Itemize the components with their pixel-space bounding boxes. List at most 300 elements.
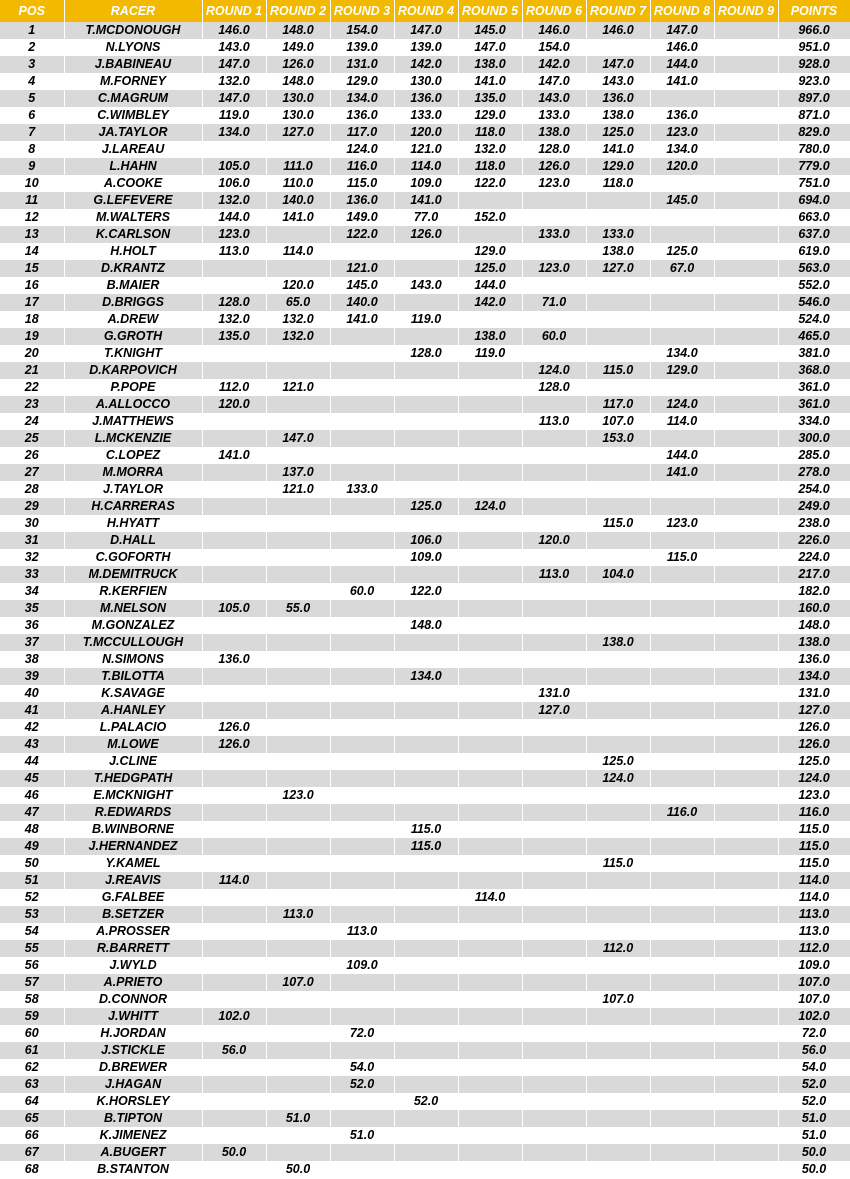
table-row: [0, 872, 850, 889]
cell-round-4: [394, 600, 458, 617]
cell-round-9: [714, 702, 778, 719]
cell-round-5: [458, 872, 522, 889]
cell-round-6: 123.0: [522, 175, 586, 192]
cell-round-8: [650, 226, 714, 243]
cell-round-4: 115.0: [394, 821, 458, 838]
cell-round-6: [522, 1008, 586, 1025]
table-row: [0, 464, 850, 481]
cell-points: 381.0: [778, 345, 850, 362]
cell-round-8: 123.0: [650, 515, 714, 532]
cell-round-4: 134.0: [394, 668, 458, 685]
cell-round-5: 144.0: [458, 277, 522, 294]
cell-racer: L.PALACIO: [64, 719, 202, 736]
cell-pos: 45: [0, 770, 64, 787]
cell-round-5: [458, 226, 522, 243]
cell-round-1: 105.0: [202, 158, 266, 175]
cell-round-7: 138.0: [586, 107, 650, 124]
cell-pos: 5: [0, 90, 64, 107]
cell-round-6: 113.0: [522, 566, 586, 583]
cell-round-2: 65.0: [266, 294, 330, 311]
cell-round-2: [266, 736, 330, 753]
cell-round-3: [330, 1093, 394, 1110]
cell-racer: A.PRIETO: [64, 974, 202, 991]
cell-round-8: [650, 991, 714, 1008]
cell-round-8: [650, 617, 714, 634]
cell-round-8: [650, 600, 714, 617]
cell-round-6: [522, 311, 586, 328]
cell-round-6: [522, 243, 586, 260]
table-row: [0, 73, 850, 90]
cell-round-8: [650, 379, 714, 396]
cell-pos: 4: [0, 73, 64, 90]
cell-round-5: [458, 1161, 522, 1178]
cell-round-6: [522, 787, 586, 804]
cell-round-2: [266, 413, 330, 430]
cell-pos: 52: [0, 889, 64, 906]
cell-round-9: [714, 481, 778, 498]
cell-pos: 61: [0, 1042, 64, 1059]
cell-round-8: 67.0: [650, 260, 714, 277]
cell-round-5: [458, 702, 522, 719]
cell-round-7: [586, 1110, 650, 1127]
cell-round-2: 50.0: [266, 1161, 330, 1178]
cell-round-8: [650, 1042, 714, 1059]
cell-round-3: 140.0: [330, 294, 394, 311]
cell-round-1: 144.0: [202, 209, 266, 226]
cell-pos: 17: [0, 294, 64, 311]
cell-round-2: [266, 668, 330, 685]
cell-round-6: 113.0: [522, 413, 586, 430]
cell-points: 107.0: [778, 974, 850, 991]
cell-round-8: 129.0: [650, 362, 714, 379]
cell-round-9: [714, 872, 778, 889]
cell-round-7: [586, 617, 650, 634]
table-row: [0, 719, 850, 736]
cell-round-9: [714, 855, 778, 872]
cell-round-3: [330, 940, 394, 957]
cell-round-3: [330, 634, 394, 651]
cell-round-1: 128.0: [202, 294, 266, 311]
cell-racer: A.PROSSER: [64, 923, 202, 940]
cell-round-4: [394, 719, 458, 736]
cell-points: 148.0: [778, 617, 850, 634]
cell-racer: C.LOPEZ: [64, 447, 202, 464]
cell-points: 966.0: [778, 22, 850, 39]
cell-round-2: [266, 141, 330, 158]
cell-round-4: [394, 889, 458, 906]
cell-round-6: [522, 736, 586, 753]
cell-racer: N.SIMONS: [64, 651, 202, 668]
cell-round-2: [266, 1076, 330, 1093]
cell-round-9: [714, 158, 778, 175]
cell-round-8: [650, 770, 714, 787]
cell-round-9: [714, 1127, 778, 1144]
cell-round-3: 52.0: [330, 1076, 394, 1093]
table-row: [0, 107, 850, 124]
cell-round-1: 134.0: [202, 124, 266, 141]
cell-racer: D.CONNOR: [64, 991, 202, 1008]
cell-pos: 42: [0, 719, 64, 736]
cell-round-6: 147.0: [522, 73, 586, 90]
cell-round-1: 136.0: [202, 651, 266, 668]
cell-round-8: [650, 430, 714, 447]
cell-round-1: [202, 906, 266, 923]
column-header-round-5: ROUND 5: [458, 0, 522, 22]
table-row: [0, 1025, 850, 1042]
table-row: [0, 617, 850, 634]
cell-points: 127.0: [778, 702, 850, 719]
cell-round-7: [586, 736, 650, 753]
cell-racer: K.CARLSON: [64, 226, 202, 243]
cell-round-5: [458, 396, 522, 413]
cell-round-7: 138.0: [586, 243, 650, 260]
cell-round-8: [650, 1008, 714, 1025]
cell-round-8: [650, 294, 714, 311]
cell-round-4: 114.0: [394, 158, 458, 175]
table-row: [0, 1127, 850, 1144]
cell-round-3: [330, 362, 394, 379]
cell-round-4: [394, 736, 458, 753]
cell-points: 249.0: [778, 498, 850, 515]
cell-round-3: [330, 719, 394, 736]
cell-round-6: [522, 600, 586, 617]
cell-round-9: [714, 294, 778, 311]
cell-round-8: [650, 481, 714, 498]
cell-points: 829.0: [778, 124, 850, 141]
table-row: [0, 838, 850, 855]
cell-racer: B.TIPTON: [64, 1110, 202, 1127]
cell-round-8: [650, 651, 714, 668]
cell-racer: J.STICKLE: [64, 1042, 202, 1059]
cell-points: 217.0: [778, 566, 850, 583]
cell-round-5: [458, 1144, 522, 1161]
cell-round-8: 114.0: [650, 413, 714, 430]
cell-round-4: [394, 294, 458, 311]
cell-round-5: [458, 787, 522, 804]
cell-round-4: [394, 872, 458, 889]
cell-round-4: [394, 906, 458, 923]
cell-round-1: 146.0: [202, 22, 266, 39]
cell-round-2: 127.0: [266, 124, 330, 141]
cell-round-3: [330, 702, 394, 719]
cell-round-1: 123.0: [202, 226, 266, 243]
cell-round-2: [266, 226, 330, 243]
cell-racer: JA.TAYLOR: [64, 124, 202, 141]
cell-round-6: [522, 396, 586, 413]
cell-round-5: [458, 668, 522, 685]
cell-racer: D.BRIGGS: [64, 294, 202, 311]
cell-round-2: 121.0: [266, 481, 330, 498]
cell-round-5: [458, 804, 522, 821]
cell-round-6: [522, 838, 586, 855]
cell-round-4: 115.0: [394, 838, 458, 855]
cell-round-7: 143.0: [586, 73, 650, 90]
cell-round-5: [458, 736, 522, 753]
cell-round-6: 60.0: [522, 328, 586, 345]
table-row: [0, 804, 850, 821]
cell-round-3: [330, 838, 394, 855]
cell-round-2: [266, 549, 330, 566]
cell-round-4: [394, 1025, 458, 1042]
cell-round-2: [266, 1008, 330, 1025]
cell-pos: 16: [0, 277, 64, 294]
column-header-pos: POS: [0, 0, 64, 22]
cell-round-8: [650, 821, 714, 838]
cell-round-8: [650, 1161, 714, 1178]
cell-round-9: [714, 464, 778, 481]
cell-pos: 22: [0, 379, 64, 396]
cell-round-7: [586, 1127, 650, 1144]
cell-round-4: [394, 923, 458, 940]
cell-points: 116.0: [778, 804, 850, 821]
cell-round-5: [458, 1127, 522, 1144]
cell-round-7: 133.0: [586, 226, 650, 243]
cell-racer: R.EDWARDS: [64, 804, 202, 821]
cell-round-4: 77.0: [394, 209, 458, 226]
table-row: [0, 515, 850, 532]
cell-round-4: [394, 753, 458, 770]
cell-round-6: [522, 1144, 586, 1161]
cell-pos: 21: [0, 362, 64, 379]
table-row: [0, 600, 850, 617]
cell-round-6: [522, 651, 586, 668]
table-row: [0, 141, 850, 158]
cell-racer: J.MATTHEWS: [64, 413, 202, 430]
cell-racer: J.WYLD: [64, 957, 202, 974]
cell-round-1: [202, 923, 266, 940]
cell-round-4: 121.0: [394, 141, 458, 158]
cell-round-8: [650, 277, 714, 294]
cell-pos: 50: [0, 855, 64, 872]
cell-points: 115.0: [778, 838, 850, 855]
cell-round-1: [202, 889, 266, 906]
cell-racer: B.STANTON: [64, 1161, 202, 1178]
cell-round-4: 136.0: [394, 90, 458, 107]
cell-pos: 37: [0, 634, 64, 651]
cell-round-7: [586, 549, 650, 566]
cell-round-7: [586, 804, 650, 821]
cell-pos: 7: [0, 124, 64, 141]
table-row: [0, 226, 850, 243]
column-header-round-8: ROUND 8: [650, 0, 714, 22]
table-row: [0, 447, 850, 464]
cell-round-3: [330, 753, 394, 770]
cell-round-5: [458, 855, 522, 872]
cell-round-5: [458, 940, 522, 957]
cell-points: 115.0: [778, 855, 850, 872]
cell-round-7: [586, 532, 650, 549]
cell-round-8: [650, 328, 714, 345]
cell-round-8: 125.0: [650, 243, 714, 260]
cell-racer: D.KARPOVICH: [64, 362, 202, 379]
cell-pos: 53: [0, 906, 64, 923]
cell-round-1: 141.0: [202, 447, 266, 464]
cell-round-5: [458, 1025, 522, 1042]
cell-pos: 32: [0, 549, 64, 566]
cell-round-5: 118.0: [458, 124, 522, 141]
cell-round-6: [522, 872, 586, 889]
cell-pos: 29: [0, 498, 64, 515]
cell-round-9: [714, 277, 778, 294]
cell-round-9: [714, 328, 778, 345]
cell-round-1: 102.0: [202, 1008, 266, 1025]
cell-round-1: [202, 277, 266, 294]
cell-round-1: [202, 464, 266, 481]
cell-round-1: 50.0: [202, 1144, 266, 1161]
cell-round-2: 130.0: [266, 107, 330, 124]
cell-round-2: [266, 702, 330, 719]
cell-round-4: [394, 362, 458, 379]
table-row: [0, 906, 850, 923]
cell-round-6: 142.0: [522, 56, 586, 73]
cell-round-9: [714, 719, 778, 736]
cell-round-2: [266, 923, 330, 940]
cell-round-1: [202, 668, 266, 685]
cell-points: 112.0: [778, 940, 850, 957]
cell-points: 50.0: [778, 1161, 850, 1178]
cell-round-7: [586, 906, 650, 923]
cell-points: 115.0: [778, 821, 850, 838]
table-row: [0, 634, 850, 651]
cell-round-9: [714, 821, 778, 838]
cell-round-7: [586, 1076, 650, 1093]
cell-round-2: 121.0: [266, 379, 330, 396]
cell-round-6: 138.0: [522, 124, 586, 141]
cell-pos: 31: [0, 532, 64, 549]
cell-round-9: [714, 838, 778, 855]
cell-round-3: 145.0: [330, 277, 394, 294]
cell-round-6: [522, 1076, 586, 1093]
cell-points: 465.0: [778, 328, 850, 345]
cell-racer: C.WIMBLEY: [64, 107, 202, 124]
cell-pos: 35: [0, 600, 64, 617]
cell-round-3: [330, 464, 394, 481]
cell-round-5: [458, 362, 522, 379]
cell-round-2: 51.0: [266, 1110, 330, 1127]
cell-round-4: [394, 1008, 458, 1025]
cell-round-2: 113.0: [266, 906, 330, 923]
cell-round-9: [714, 991, 778, 1008]
cell-round-5: [458, 311, 522, 328]
cell-round-4: 148.0: [394, 617, 458, 634]
cell-round-2: 123.0: [266, 787, 330, 804]
cell-round-7: [586, 1161, 650, 1178]
cell-round-5: [458, 1042, 522, 1059]
cell-round-9: [714, 668, 778, 685]
cell-racer: A.HANLEY: [64, 702, 202, 719]
cell-round-6: [522, 1025, 586, 1042]
cell-round-2: [266, 447, 330, 464]
cell-round-7: [586, 583, 650, 600]
cell-round-8: 124.0: [650, 396, 714, 413]
cell-round-2: 132.0: [266, 328, 330, 345]
cell-round-2: [266, 498, 330, 515]
cell-round-6: 71.0: [522, 294, 586, 311]
cell-round-9: [714, 1110, 778, 1127]
cell-round-9: [714, 1008, 778, 1025]
cell-racer: M.GONZALEZ: [64, 617, 202, 634]
cell-points: 51.0: [778, 1127, 850, 1144]
cell-round-2: 120.0: [266, 277, 330, 294]
cell-round-2: [266, 753, 330, 770]
cell-round-2: [266, 855, 330, 872]
cell-round-4: 109.0: [394, 549, 458, 566]
cell-points: 663.0: [778, 209, 850, 226]
cell-round-6: [522, 277, 586, 294]
cell-round-7: [586, 39, 650, 56]
cell-round-4: [394, 430, 458, 447]
cell-pos: 62: [0, 1059, 64, 1076]
cell-pos: 11: [0, 192, 64, 209]
cell-round-7: 127.0: [586, 260, 650, 277]
cell-round-2: 147.0: [266, 430, 330, 447]
cell-round-4: [394, 770, 458, 787]
cell-racer: G.FALBEE: [64, 889, 202, 906]
table-row: [0, 430, 850, 447]
cell-round-3: [330, 396, 394, 413]
cell-round-3: [330, 889, 394, 906]
cell-round-4: [394, 379, 458, 396]
table-row: [0, 396, 850, 413]
cell-racer: A.COOKE: [64, 175, 202, 192]
cell-round-9: [714, 260, 778, 277]
cell-pos: 33: [0, 566, 64, 583]
cell-round-9: [714, 1093, 778, 1110]
cell-round-2: [266, 1042, 330, 1059]
cell-round-5: [458, 957, 522, 974]
cell-pos: 20: [0, 345, 64, 362]
cell-round-8: 136.0: [650, 107, 714, 124]
cell-round-6: 128.0: [522, 141, 586, 158]
cell-round-1: 113.0: [202, 243, 266, 260]
cell-round-1: [202, 1093, 266, 1110]
cell-round-3: [330, 379, 394, 396]
cell-pos: 64: [0, 1093, 64, 1110]
cell-round-5: 124.0: [458, 498, 522, 515]
cell-round-6: [522, 1127, 586, 1144]
cell-round-5: [458, 600, 522, 617]
cell-round-2: 140.0: [266, 192, 330, 209]
cell-points: 897.0: [778, 90, 850, 107]
cell-pos: 25: [0, 430, 64, 447]
cell-points: 285.0: [778, 447, 850, 464]
cell-round-8: [650, 940, 714, 957]
cell-round-1: 105.0: [202, 600, 266, 617]
cell-round-1: [202, 702, 266, 719]
cell-racer: K.SAVAGE: [64, 685, 202, 702]
table-row: [0, 243, 850, 260]
cell-points: 72.0: [778, 1025, 850, 1042]
cell-racer: R.KERFIEN: [64, 583, 202, 600]
cell-round-8: [650, 498, 714, 515]
cell-racer: R.BARRETT: [64, 940, 202, 957]
cell-points: 134.0: [778, 668, 850, 685]
cell-points: 334.0: [778, 413, 850, 430]
cell-round-2: [266, 770, 330, 787]
cell-racer: T.BILOTTA: [64, 668, 202, 685]
cell-round-6: 126.0: [522, 158, 586, 175]
cell-racer: A.BUGERT: [64, 1144, 202, 1161]
cell-round-3: [330, 617, 394, 634]
cell-round-5: 119.0: [458, 345, 522, 362]
cell-round-4: [394, 787, 458, 804]
cell-round-7: 115.0: [586, 515, 650, 532]
cell-pos: 49: [0, 838, 64, 855]
cell-round-3: [330, 872, 394, 889]
cell-round-8: [650, 957, 714, 974]
cell-round-9: [714, 906, 778, 923]
cell-round-3: 115.0: [330, 175, 394, 192]
